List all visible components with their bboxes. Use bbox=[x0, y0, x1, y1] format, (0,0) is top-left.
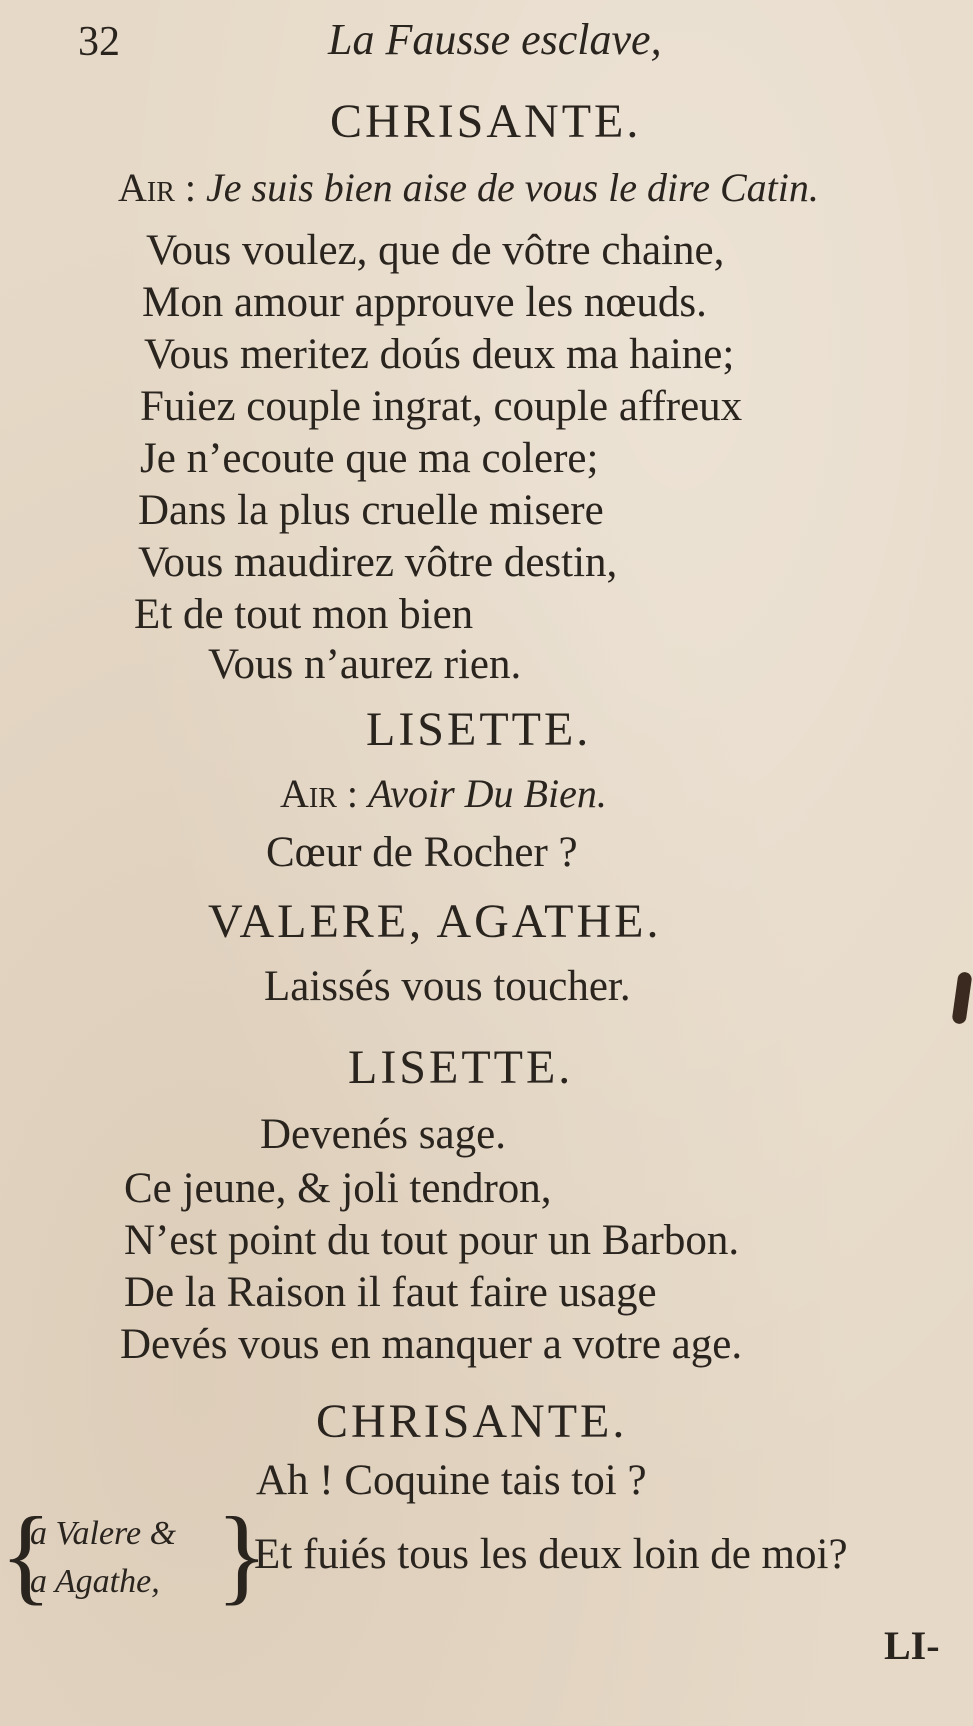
air-label: Air : bbox=[280, 771, 358, 816]
verse-line: N’est point du tout pour un Barbon. bbox=[124, 1217, 740, 1264]
verse-line: Je n’ecoute que ma colere; bbox=[140, 435, 599, 482]
verse-line: Cœur de Rocher ? bbox=[266, 829, 578, 876]
verse-line: Laissés vous toucher. bbox=[264, 963, 631, 1010]
stage-direction-line: a Agathe, bbox=[30, 1563, 160, 1600]
verse-line: Devés vous en manquer a votre age. bbox=[120, 1321, 743, 1368]
verse-line: De la Raison il faut faire usage bbox=[124, 1269, 657, 1316]
speaker-heading: CHRISANTE. bbox=[330, 95, 642, 148]
air-tune: Avoir Du Bien. bbox=[368, 771, 607, 816]
verse-line: Dans la plus cruelle misere bbox=[138, 487, 604, 534]
speaker-heading: LISETTE. bbox=[348, 1041, 574, 1094]
verse-line: Vous voulez, que de vôtre chaine, bbox=[146, 227, 725, 274]
speaker-heading: CHRISANTE. bbox=[316, 1395, 628, 1448]
stage-direction-line: a Valere & bbox=[30, 1515, 177, 1552]
verse-line: Et de tout mon bien bbox=[134, 591, 474, 638]
left-brace: { bbox=[0, 1496, 52, 1615]
page-number: 32 bbox=[78, 19, 120, 65]
verse-line: Et fuiés tous les deux loin de moi? bbox=[254, 1531, 848, 1578]
right-brace: } bbox=[216, 1496, 268, 1615]
air-tune: Je suis bien aise de vous le dire Catin. bbox=[206, 165, 819, 210]
verse-line: Fuiez couple ingrat, couple affreux bbox=[140, 383, 743, 430]
running-title: La Fausse esclave, bbox=[328, 15, 662, 64]
verse-line: Mon amour approuve les nœuds. bbox=[142, 279, 707, 326]
air-line bbox=[280, 770, 607, 817]
verse-line: Vous meritez doús deux ma haine; bbox=[144, 331, 735, 378]
verse-line: Ah ! Coquine tais toi ? bbox=[256, 1457, 647, 1504]
air-label: Air : bbox=[118, 165, 196, 210]
verse-line: Devenés sage. bbox=[260, 1111, 506, 1158]
ink-blot bbox=[951, 971, 972, 1024]
catchword: LI- bbox=[884, 1623, 940, 1668]
verse-line: Vous n’aurez rien. bbox=[208, 641, 522, 688]
air-line bbox=[118, 164, 819, 211]
speaker-heading: LISETTE. bbox=[366, 703, 592, 756]
verse-line: Ce jeune, & joli tendron, bbox=[124, 1165, 552, 1212]
verse-line: Vous maudirez vôtre destin, bbox=[138, 539, 618, 586]
speaker-heading: VALERE, AGATHE. bbox=[208, 895, 662, 948]
